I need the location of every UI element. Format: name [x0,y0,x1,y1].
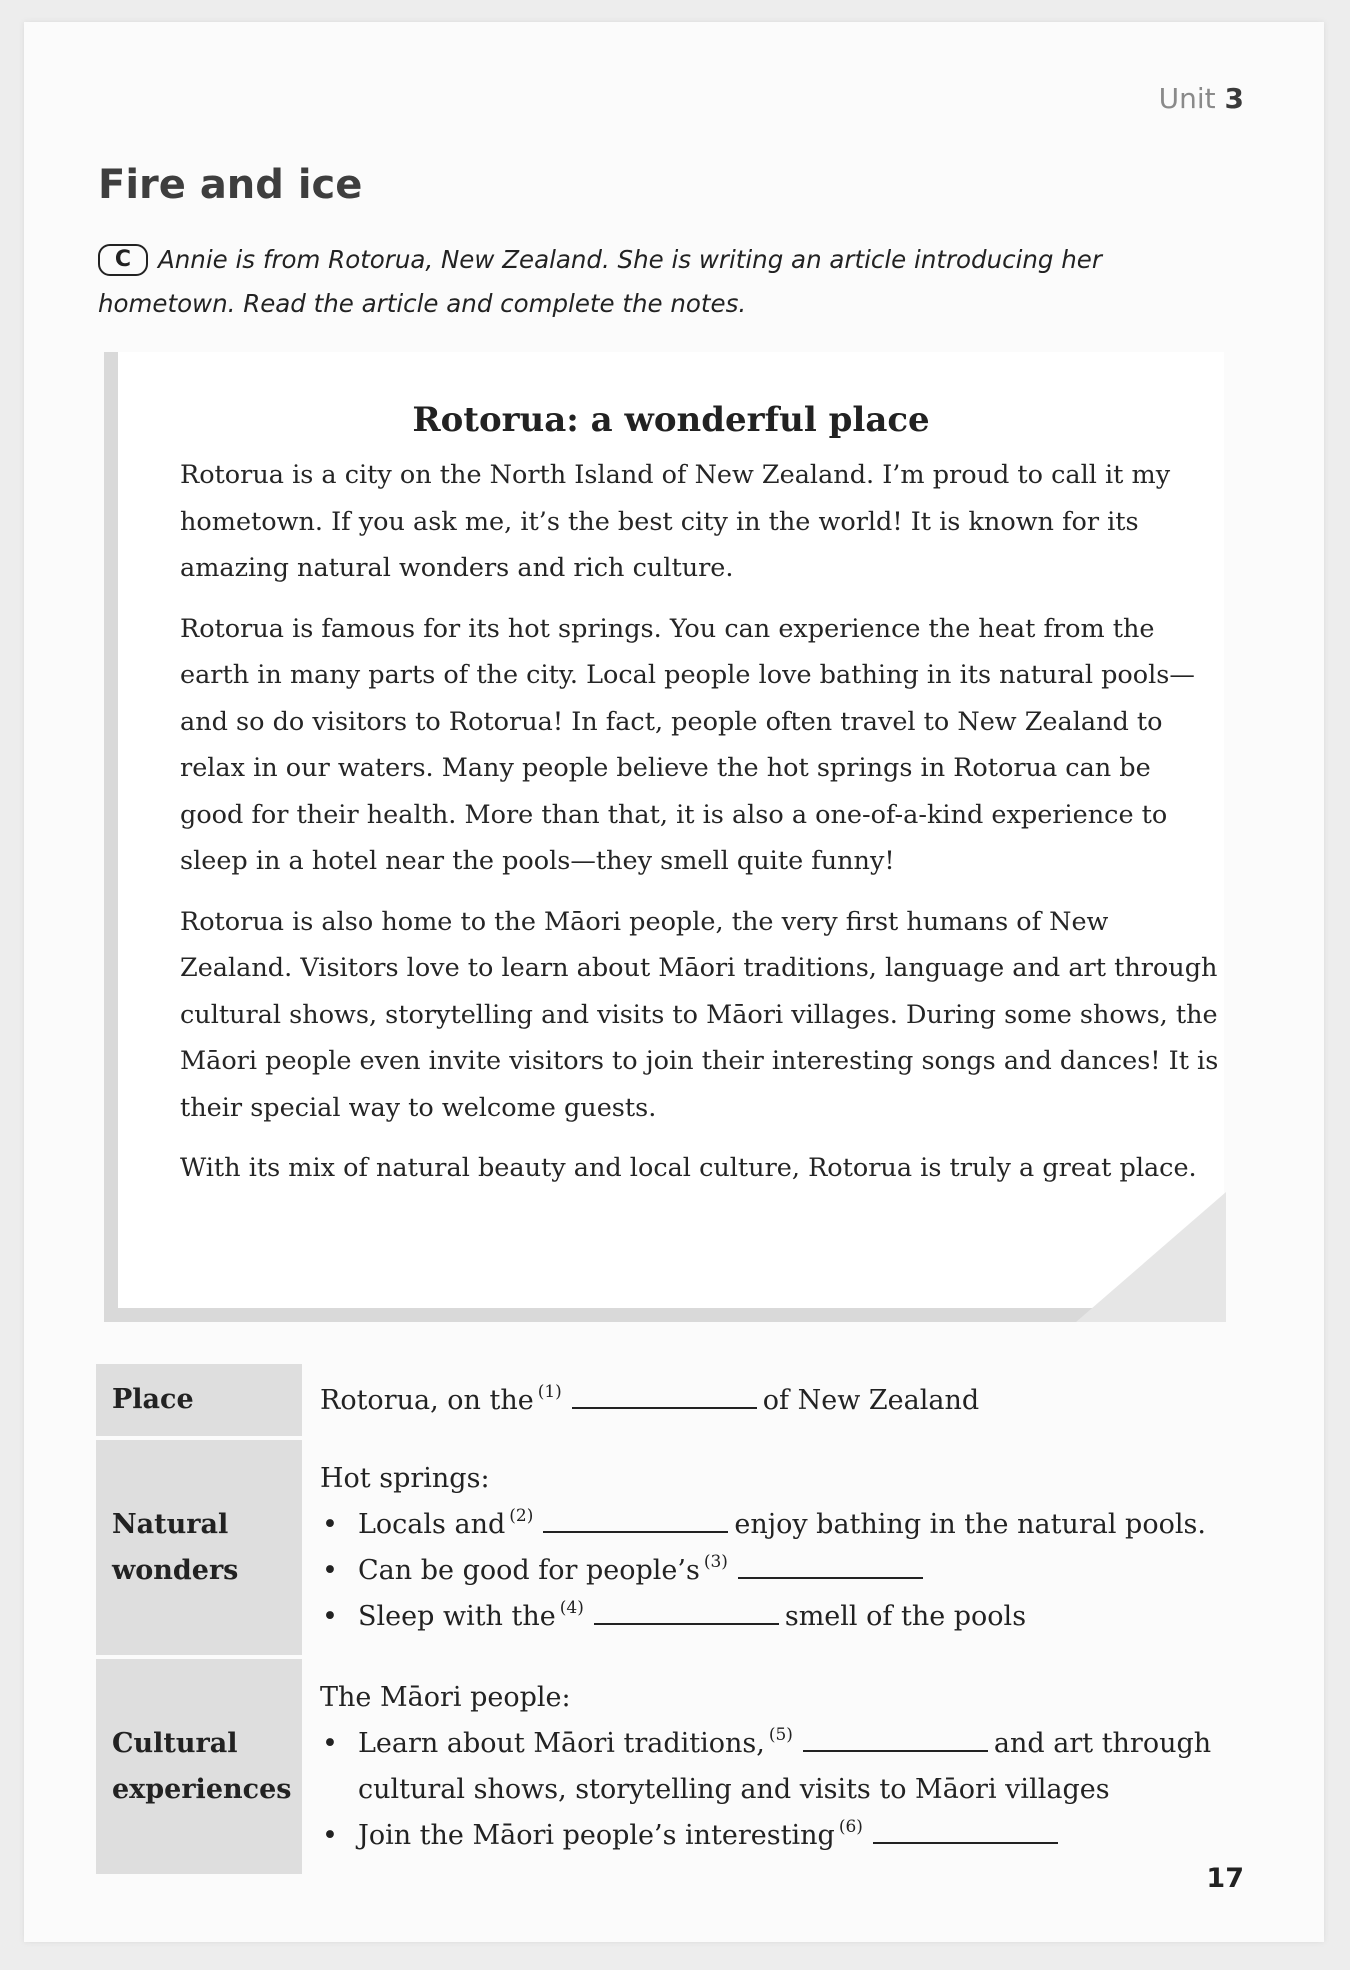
article-paragraph: Rotorua is a city on the North Island of New Zealand. I’m proud to call it my hometown. If you ask me, it’s the best city in the world! It is known for its amazing natural wonders and rich culture. [180,460,1171,583]
answer-blank-2[interactable] [543,1513,728,1533]
blank-number: (5) [768,1724,793,1745]
answer-blank-3[interactable] [738,1559,923,1579]
natural-content [302,1438,1226,1657]
row-label-place: Place [96,1364,302,1438]
article-box [104,352,1224,1322]
cultural-list [320,1721,1226,1859]
list-item [320,1502,1226,1548]
answer-blank-1[interactable] [572,1389,757,1409]
cultural-content [302,1657,1226,1876]
notes-row-cultural-experiences [96,1657,1226,1876]
answer-blank-5[interactable] [803,1732,988,1752]
item-text-after: smell of the pools [784,1600,1027,1632]
answer-blank-4[interactable] [594,1605,779,1625]
item-text: Join the Māori people’s interesting [358,1819,835,1851]
article-body [180,452,1220,1206]
item-text: Learn about Māori traditions, [358,1727,765,1759]
notes-table [96,1364,1226,1878]
article-title: Rotorua: a wonderful place [412,400,930,440]
blank-number: (3) [703,1551,728,1572]
row-label-cultural-experiences: Cultural experiences [96,1657,302,1876]
answer-blank-6[interactable] [873,1824,1058,1844]
list-item [320,1721,1226,1813]
page-title: Fire and ice [98,162,363,208]
unit-word: Unit [1158,82,1216,115]
instruction-text: Annie is from Rotorua, New Zealand. She is writing an article introducing her hometown. Read the article and complete the notes. [98,245,1102,318]
exercise-letter-badge: C [98,244,148,276]
unit-label [1159,82,1244,115]
item-text: Locals and [358,1508,506,1540]
article-paragraph: With its mix of natural beauty and local culture, Rotorua is truly a great place. [180,1153,1197,1183]
notes-row-natural-wonders [96,1438,1226,1657]
workbook-page [24,22,1324,1942]
blank-number: (2) [509,1505,534,1526]
item-text-after: enjoy bathing in the natural pools. [734,1508,1206,1540]
natural-list [320,1502,1226,1640]
natural-heading: Hot springs: [320,1462,490,1494]
item-text: Can be good for people’s [358,1554,700,1586]
blank-number: (4) [559,1597,584,1618]
blank-number: (6) [838,1816,863,1837]
row-label-natural-wonders: Natural wonders [96,1438,302,1657]
unit-number: 3 [1224,82,1244,115]
cultural-heading: The Māori people: [320,1681,571,1713]
page-number: 17 [1206,1863,1244,1894]
blank-number: (1) [537,1382,562,1402]
article-paragraph: Rotorua is also home to the Māori people, the very first humans of New Zealand. Visitors love to learn about Māori traditions, language and art through cultural shows, storytelling and visits to Māori villages. During some shows, the Māori people even invite visitors to join their interesting songs and dances! It is their special way to welcome guests. [180,906,1219,1123]
place-text: Rotorua, on the [320,1385,534,1416]
item-text-after: and art through cultural shows, storytelling and visits to Māori villages [358,1727,1212,1805]
article-paragraph: Rotorua is famous for its hot springs. You can experience the heat from the earth in many parts of the city. Local people love bathing in its natural pools—and so do visitors to Rotorua! In fact, people often travel to New Zealand to relax in our waters. Many people believe the hot springs in Rotorua can be good for their health. More than that, it is also a one-of-a-kind experience to sleep in a hotel near the pools—they smell quite funny! [180,613,1195,876]
place-content [302,1364,1226,1438]
notes-row-place [96,1364,1226,1438]
place-text-after: of New Zealand [762,1385,980,1416]
item-text: Sleep with the [358,1600,556,1632]
list-item [320,1813,1226,1859]
list-item [320,1548,1226,1594]
list-item [320,1594,1226,1640]
exercise-instruction [98,238,1218,326]
